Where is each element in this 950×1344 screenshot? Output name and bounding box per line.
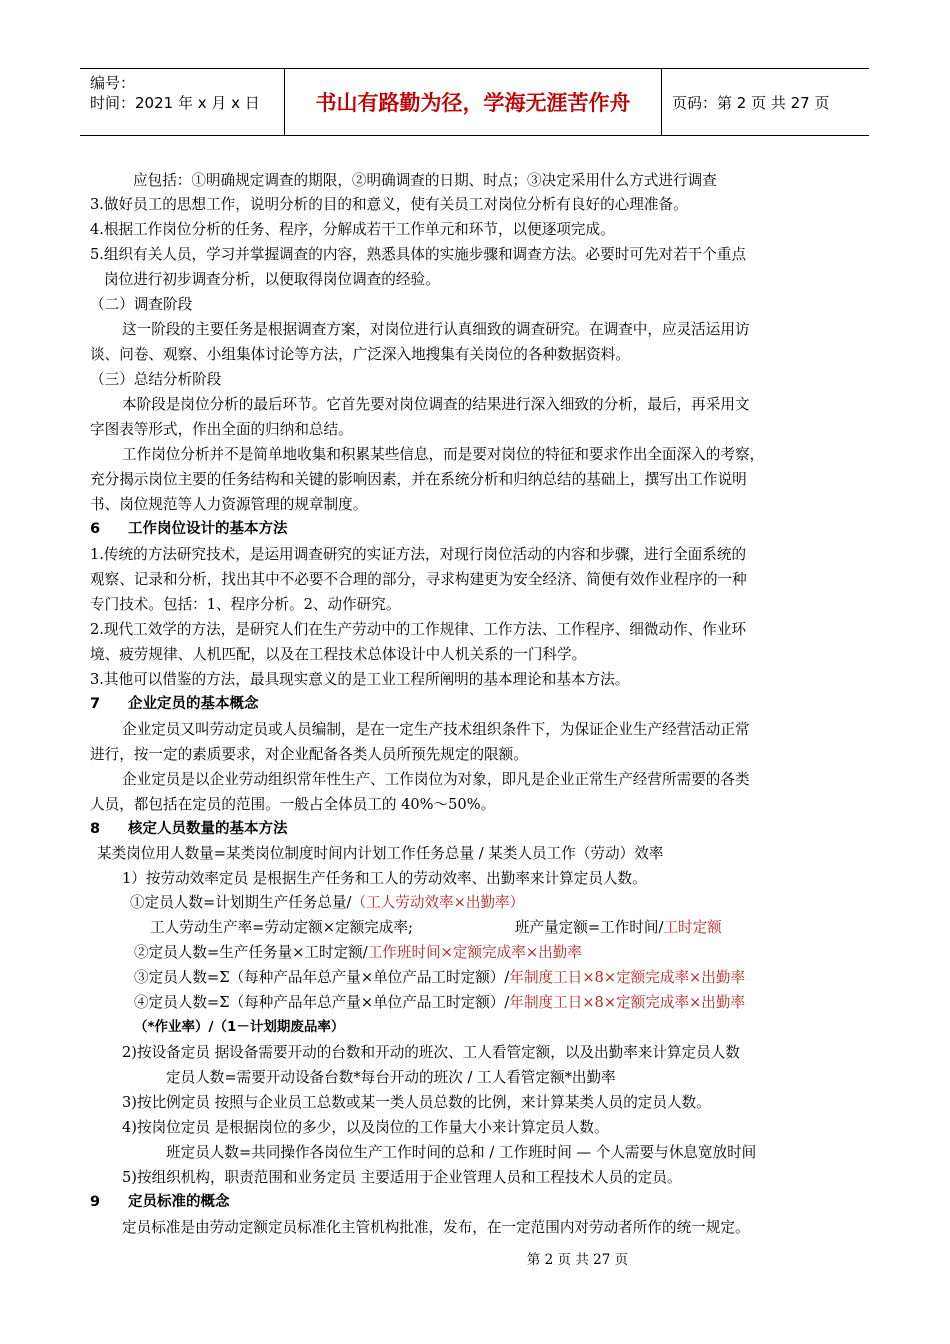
- formula-line: [134, 943, 582, 963]
- section-number: 9: [90, 1194, 101, 1210]
- formula-line: [134, 993, 745, 1013]
- paragraph-line: 这一阶段的主要任务是根据调查方案，对岗位进行认真细致的调查研究。在调查中，应灵活运用访: [122, 321, 750, 338]
- page-footer: [0, 1248, 950, 1268]
- section-heading: [90, 819, 288, 839]
- section-subheading: （三）总结分析阶段: [90, 371, 222, 388]
- section-number: 7: [90, 696, 101, 712]
- formula-denominator: 年制度工日×8×定额完成率×出勤率: [509, 969, 746, 986]
- paragraph-line: 企业定员是以企业劳动组织常年性生产、工作岗位为对象，即凡是企业正常生产经营所需要的各类: [122, 771, 750, 788]
- section-title: 企业定员的基本概念: [128, 696, 259, 712]
- formula-text: 班产量定额=工作时间/: [514, 919, 664, 936]
- paragraph-line: 本阶段是岗位分析的最后环节。它首先要对岗位调查的结果进行深入细致的分析，最后，再采用文: [122, 396, 750, 413]
- section-number: 6: [90, 521, 101, 537]
- paragraph-line: 2.现代工效学的方法，是研究人们在生产劳动中的工作规律、工作方法、工作程序、细微动作、作业环: [90, 621, 747, 638]
- page-header: [80, 68, 869, 136]
- section-title: 工作岗位设计的基本方法: [128, 521, 288, 537]
- header-meta: [80, 69, 285, 135]
- section-number: 8: [90, 821, 101, 837]
- formula-denominator: 工时定额: [663, 919, 722, 936]
- formula-line: 某类岗位用人数量=某类岗位制度时间内计划工作任务总量 / 某类人员工作（劳动）效率: [97, 845, 664, 862]
- paragraph-line: 人员，都包括在定员的范围。一般占全体员工的 40%～50%。: [90, 796, 496, 813]
- formula-line: [134, 968, 745, 988]
- footer-page-number: 第 2 页 共 27 页: [526, 1252, 629, 1268]
- paragraph-line: 观察、记录和分析，找出其中不必要不合理的部分，寻求构建更为安全经济、简便有效作业程序的一种: [90, 571, 747, 588]
- formula-text: ③定员人数=Σ（每种产品年总产量×单位产品工时定额）/: [134, 969, 510, 986]
- formula-line: （*作业率）/（1－计划期废品率）: [134, 1019, 345, 1035]
- paragraph-line: 应包括：①明确规定调查的期限，②明确调查的日期、时点；③决定采用什么方式进行调查: [133, 172, 717, 189]
- header-motto: 书山有路勤为径，学海无涯苦作舟: [285, 69, 662, 135]
- paragraph-line: 3.其他可以借鉴的方法，最具现实意义的是工业工程所阐明的基本理论和基本方法。: [90, 671, 630, 688]
- section-title: 定员标准的概念: [128, 1194, 230, 1210]
- formula-line: 班定员人数=共同操作各岗位生产工作时间的总和 / 工作班时间 — 个人需要与休息宽放时间: [166, 1144, 757, 1161]
- formula-denominator: 年制度工日×8×定额完成率×出勤率: [509, 994, 746, 1011]
- paragraph-line: 1.传统的方法研究技术，是运用调查研究的实证方法，对现行岗位活动的内容和步骤，进行全面系统的: [90, 546, 747, 563]
- paragraph-line: 境、疲劳规律、人机匹配，以及在工程技术总体设计中人机关系的一门科学。: [90, 646, 587, 663]
- formula-line: [130, 893, 524, 913]
- page-number-label: 页码：第 2 页 共 27 页: [672, 93, 830, 112]
- formula-denominator: （工人劳动效率×出勤率）: [351, 894, 525, 911]
- paragraph-line: 专门技术。包括：1、程序分析。2、动作研究。: [90, 596, 401, 613]
- section-subheading: （二）调查阶段: [90, 296, 193, 313]
- paragraph-line: 3)按比例定员 按照与企业员工总数或某一类人员总数的比例，来计算某类人员的定员人数。: [122, 1094, 711, 1111]
- paragraph-line: 充分揭示岗位主要的任务结构和关键的影响因素，并在系统分析和归纳总结的基础上，撰写出工作说明: [90, 471, 747, 488]
- section-heading: [90, 519, 288, 539]
- paragraph-line: 字图表等形式，作出全面的归纳和总结。: [90, 421, 353, 438]
- header-page-info: [662, 69, 869, 135]
- formula-text: ①定员人数=计划期生产任务总量/: [130, 894, 352, 911]
- paragraph-line: 岗位进行初步调查分析，以便取得岗位调查的经验。: [104, 271, 440, 288]
- paragraph-line: 1）按劳动效率定员 是根据生产任务和工人的劳动效率、出勤率来计算定员人数。: [122, 870, 647, 887]
- paragraph-line: 5)按组织机构，职责范围和业务定员 主要适用于企业管理人员和工程技术人员的定员。: [122, 1169, 682, 1186]
- paragraph-line: 定员标准是由劳动定额定员标准化主管机构批准，发布，在一定范围内对劳动者所作的统一规定。: [122, 1219, 750, 1236]
- section-heading: [90, 694, 259, 714]
- formula-text: ④定员人数=Σ（每种产品年总产量×单位产品工时定额）/: [134, 994, 510, 1011]
- paragraph-line: 进行，按一定的素质要求，对企业配备各类人员所预先规定的限额。: [90, 746, 528, 763]
- paragraph-line: 谈、问卷、观察、小组集体讨论等方法，广泛深入地搜集有关岗位的各种数据资料。: [90, 346, 630, 363]
- formula-text: 工人劳动生产率=劳动定额×定额完成率;: [150, 919, 413, 936]
- section-title: 核定人员数量的基本方法: [128, 821, 288, 837]
- paragraph-line: 4)按岗位定员 是根据岗位的多少，以及岗位的工作量大小来计算定员人数。: [122, 1119, 609, 1136]
- doc-number-label: 编号：: [90, 74, 136, 92]
- formula-line: [150, 918, 722, 938]
- formula-line: 定员人数=需要开动设备台数*每台开动的班次 / 工人看管定额*出勤率: [166, 1069, 616, 1086]
- paragraph-line: 企业定员又叫劳动定员或人员编制，是在一定生产技术组织条件下，为保证企业生产经营活动正常: [122, 721, 750, 738]
- paragraph-line: 3.做好员工的思想工作，说明分析的目的和意义，使有关员工对岗位分析有良好的心理准备。: [90, 196, 688, 213]
- formula-denominator: 工作班时间×定额完成率×出勤率: [367, 944, 582, 961]
- paragraph-line: 书、岗位规范等人力资源管理的规章制度。: [90, 496, 368, 513]
- paragraph-line: 2)按设备定员 据设备需要开动的台数和开动的班次、工人看管定额，以及出勤率来计算定员人数: [122, 1044, 740, 1061]
- paragraph-line: 工作岗位分析并不是简单地收集和积累某些信息，而是要对岗位的特征和要求作出全面深入的考察，: [122, 446, 765, 463]
- formula-text: ②定员人数=生产任务量×工时定额/: [134, 944, 368, 961]
- section-heading: [90, 1192, 230, 1212]
- paragraph-line: 4.根据工作岗位分析的任务、程序，分解成若干工作单元和环节，以便逐项完成。: [90, 221, 615, 238]
- doc-date-label: 时间：2021 年 x 月 x 日: [90, 94, 260, 112]
- paragraph-line: 5.组织有关人员，学习并掌握调查的内容，熟悉具体的实施步骤和调查方法。必要时可先对若干个重点: [90, 246, 747, 263]
